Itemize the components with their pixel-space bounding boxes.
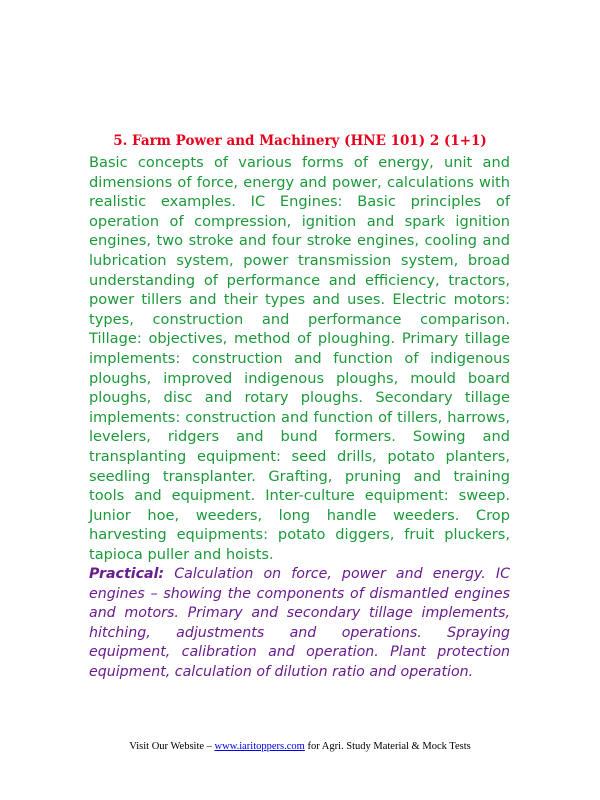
practical-label: Practical: [89,566,165,582]
website-link[interactable]: www.iaritoppers.com [214,741,305,752]
practical-text: Calculation on force, power and energy. IC engines – showing the components of dismantled engines and motors. Primary and secondary tillage implements, hitching, adjustments and operations. Spraying equipment, calibration and operation. Plant protection equipment, calculation of dilution ratio and operation. [89,566,510,680]
syllabus-body-text: Basic concepts of various forms of energy, unit and dimensions of force, energy and power, calculations with realistic examples. IC Engines: Basic principles of operation of compression, ignition and spark ignition engines, two stroke and four stroke engines, cooling and lubrication system, power transmission system, broad understanding of performance and efficiency, tractors, power tillers and their types and uses. Electric motors: types, construction and performance comparison. Tillage: objectives, method of ploughing. Primary tillage implements: construction and function of indigenous ploughs, improved indigenous ploughs, mould board ploughs, disc and rotary ploughs. Secondary tillage implements: construction and function of tillers, harrows, levelers, ridgers and bund formers. Sowing and transplanting equipment: seed drills, potato planters, seedling transplanter. Grafting, pruning and training tools and equipment. Inter-culture equipment: sweep. Junior hoe, weeders, long handle weeders. Crop harvesting equipments: potato diggers, fruit pluckers, tapioca puller and hoists. [89,154,510,563]
practical-paragraph [89,565,510,682]
footer-suffix: for Agri. Study Material & Mock Tests [304,741,471,752]
footer-prefix: Visit Our Website – [129,741,215,752]
page-footer [0,741,600,752]
section-heading: 5. Farm Power and Machinery (HNE 101) 2 (1+1) [113,133,487,149]
